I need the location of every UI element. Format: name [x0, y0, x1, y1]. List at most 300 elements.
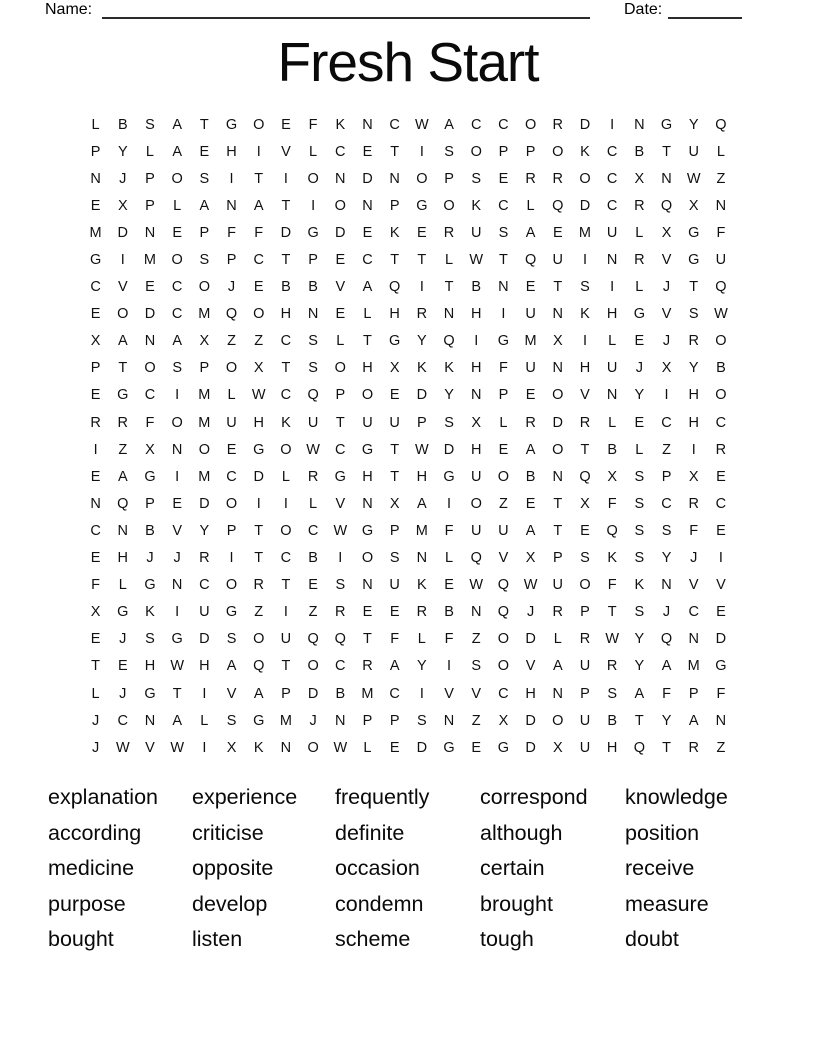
grid-letter: I	[447, 495, 452, 512]
grid-letter: N	[552, 685, 564, 702]
grid-letter: G	[389, 333, 401, 350]
grid-letter: A	[226, 658, 237, 675]
grid-letter: W	[170, 658, 184, 675]
grid-letter: X	[498, 712, 509, 729]
grid-letter: U	[389, 577, 400, 594]
grid-letter: A	[634, 685, 645, 702]
grid-letter: T	[281, 658, 291, 675]
grid-letter: Z	[498, 495, 508, 512]
grid-letter: H	[253, 414, 264, 431]
grid-letter: D	[416, 387, 428, 404]
grid-letter: E	[716, 468, 726, 485]
grid-letter: C	[171, 279, 183, 296]
grid-letter: P	[552, 550, 563, 567]
grid-letter: G	[633, 306, 645, 323]
grid-letter: A	[661, 658, 672, 675]
grid-letter: S	[607, 685, 617, 702]
word-list-item: doubt	[625, 927, 679, 952]
grid-letter: A	[172, 116, 182, 133]
grid-letter: Y	[688, 116, 699, 133]
word-list-item: certain	[480, 856, 545, 881]
grid-letter: C	[606, 197, 618, 214]
word-list-item: definite	[335, 820, 405, 845]
grid-letter: O	[225, 360, 238, 377]
grid-letter: V	[281, 143, 291, 160]
grid-letter: N	[715, 712, 727, 729]
grid-letter: M	[198, 306, 211, 323]
grid-letter: V	[525, 658, 536, 675]
grid-letter: D	[362, 170, 373, 187]
grid-letter: A	[389, 658, 400, 675]
grid-letter: E	[281, 116, 291, 133]
grid-letter: Q	[225, 306, 238, 323]
grid-letter: D	[715, 631, 727, 648]
grid-letter: I	[202, 739, 207, 756]
grid-letter: C	[498, 116, 509, 133]
grid-letter: T	[254, 170, 264, 187]
grid-letter: X	[688, 197, 699, 214]
grid-letter: V	[444, 685, 454, 702]
grid-letter: N	[144, 224, 156, 241]
grid-letter: B	[716, 360, 726, 377]
grid-letter: L	[281, 468, 290, 485]
grid-letter: I	[256, 143, 261, 160]
grid-letter: C	[661, 495, 672, 512]
grid-letter: N	[443, 306, 455, 323]
grid-letter: U	[715, 252, 727, 269]
grid-letter: P	[199, 224, 210, 241]
grid-letter: S	[634, 550, 645, 567]
grid-letter: J	[662, 604, 671, 621]
grid-letter: Q	[606, 522, 618, 539]
grid-letter: U	[280, 631, 292, 648]
grid-letter: P	[580, 604, 590, 621]
grid-letter: N	[552, 306, 564, 323]
grid-letter: F	[444, 522, 454, 539]
grid-letter: E	[362, 143, 373, 160]
grid-letter: W	[523, 577, 538, 594]
grid-letter: U	[688, 143, 699, 160]
word-list-item: explanation	[48, 785, 158, 809]
grid-letter: C	[688, 604, 699, 621]
grid-letter: D	[307, 685, 319, 702]
grid-letter: D	[525, 712, 536, 729]
grid-letter: Q	[552, 197, 564, 214]
grid-letter: Z	[716, 170, 726, 187]
grid-letter: F	[91, 577, 101, 594]
grid-letter: E	[335, 252, 346, 269]
grid-letter: E	[389, 739, 400, 756]
grid-letter: L	[309, 495, 318, 512]
grid-letter: N	[171, 441, 183, 458]
grid-letter: E	[335, 306, 346, 323]
grid-letter: E	[90, 306, 101, 323]
grid-letter: M	[524, 333, 537, 350]
grid-letter: B	[471, 279, 482, 296]
grid-letter: E	[634, 414, 645, 431]
grid-letter: J	[526, 604, 535, 621]
grid-letter: K	[444, 360, 454, 377]
word-list-column	[480, 780, 625, 958]
grid-letter: V	[335, 279, 346, 296]
grid-letter: Y	[117, 143, 128, 160]
grid-letter: Y	[417, 333, 427, 350]
grid-letter: E	[525, 279, 536, 296]
grid-letter: A	[525, 224, 536, 241]
grid-letter: V	[226, 685, 237, 702]
grid-letter: T	[662, 739, 671, 756]
grid-letter: G	[307, 224, 319, 241]
grid-letter: I	[419, 685, 424, 702]
grid-letter: B	[117, 116, 128, 133]
grid-letter: T	[607, 604, 617, 621]
grid-letter: S	[308, 333, 318, 350]
grid-letter: W	[170, 739, 184, 756]
grid-letter: X	[552, 739, 563, 756]
grid-letter: I	[419, 143, 424, 160]
grid-letter: P	[389, 522, 400, 539]
grid-letter: F	[662, 685, 671, 702]
grid-letter: N	[661, 170, 672, 187]
grid-letter: T	[553, 279, 563, 296]
grid-letter: U	[525, 360, 536, 377]
grid-letter: X	[661, 224, 672, 241]
grid-letter: T	[281, 577, 291, 594]
grid-letter: C	[362, 252, 373, 269]
grid-letter: N	[362, 495, 373, 512]
grid-letter: O	[497, 468, 510, 485]
grid-letter: E	[308, 577, 318, 594]
grid-letter: F	[498, 360, 508, 377]
grid-letter: R	[525, 414, 536, 431]
grid-letter: Q	[470, 550, 482, 567]
grid-letter: B	[308, 550, 318, 567]
grid-letter: Y	[199, 522, 210, 539]
grid-letter: T	[363, 333, 372, 350]
grid-letter: I	[283, 604, 288, 621]
grid-letter: B	[335, 685, 346, 702]
grid-letter: R	[688, 333, 699, 350]
grid-letter: C	[661, 414, 672, 431]
grid-letter: K	[253, 739, 264, 756]
grid-letter: A	[172, 333, 182, 350]
grid-letter: T	[281, 252, 291, 269]
grid-letter: P	[145, 170, 155, 187]
grid-letter: A	[199, 197, 210, 214]
grid-letter: A	[362, 279, 373, 296]
grid-letter: Q	[660, 197, 673, 214]
grid-letter: E	[525, 387, 536, 404]
grid-letter: L	[336, 333, 345, 350]
grid-letter: U	[552, 252, 564, 269]
grid-letter: T	[553, 522, 563, 539]
grid-letter: G	[253, 712, 265, 729]
grid-letter: I	[501, 306, 506, 323]
grid-letter: X	[253, 360, 264, 377]
grid-letter: A	[444, 116, 454, 133]
grid-letter: D	[579, 197, 591, 214]
grid-letter: O	[280, 441, 292, 458]
grid-letter: E	[716, 522, 726, 539]
grid-letter: C	[90, 522, 101, 539]
grid-letter: A	[552, 658, 563, 675]
grid-letter: L	[635, 279, 644, 296]
grid-letter: N	[226, 197, 237, 214]
word-list-item: although	[480, 820, 563, 845]
grid-letter: G	[225, 116, 238, 133]
grid-letter: Y	[634, 387, 645, 404]
grid-letter: N	[389, 170, 400, 187]
grid-letter: A	[688, 712, 699, 729]
grid-letter: S	[471, 658, 482, 675]
grid-letter: F	[716, 224, 726, 241]
grid-letter: N	[171, 577, 183, 594]
grid-letter: R	[362, 658, 373, 675]
grid-letter: P	[525, 143, 536, 160]
grid-letter: L	[444, 252, 454, 269]
grid-letter: G	[361, 441, 374, 458]
grid-letter: Q	[307, 387, 319, 404]
grid-letter: Z	[662, 441, 671, 458]
grid-letter: E	[498, 441, 509, 458]
grid-letter: Q	[117, 495, 129, 512]
grid-letter: S	[634, 495, 645, 512]
grid-letter: S	[145, 116, 155, 133]
grid-letter: T	[254, 522, 264, 539]
grid-letter: J	[227, 279, 236, 296]
name-label: Name:	[45, 1, 93, 18]
grid-letter: R	[552, 170, 564, 187]
grid-letter: U	[307, 414, 319, 431]
grid-letter: R	[579, 631, 591, 648]
grid-letter: M	[279, 712, 292, 729]
grid-letter: L	[145, 143, 154, 160]
grid-letter: I	[664, 387, 669, 404]
grid-letter: H	[688, 387, 699, 404]
grid-letter: R	[606, 658, 618, 675]
grid-letter: G	[361, 522, 374, 539]
grid-letter: L	[499, 414, 508, 431]
word-list-item: medicine	[48, 856, 135, 881]
grid-letter: E	[634, 333, 645, 350]
grid-letter: E	[389, 604, 400, 621]
grid-letter: W	[686, 170, 701, 187]
grid-letter: G	[443, 468, 455, 485]
grid-letter: X	[389, 360, 400, 377]
grid-letter: I	[120, 252, 125, 269]
grid-letter: R	[90, 414, 101, 431]
grid-letter: O	[253, 116, 265, 133]
grid-letter: W	[333, 522, 348, 539]
grid-letter: C	[606, 170, 618, 187]
grid-letter: K	[471, 197, 482, 214]
grid-letter: Z	[254, 333, 264, 350]
grid-letter: Y	[417, 658, 427, 675]
grid-letter: K	[417, 360, 427, 377]
grid-letter: P	[389, 197, 400, 214]
grid-letter: J	[173, 550, 181, 567]
grid-letter: W	[714, 306, 728, 323]
grid-letter: E	[362, 224, 373, 241]
grid-letter: W	[306, 441, 320, 458]
grid-letter: U	[470, 224, 482, 241]
grid-letter: I	[610, 116, 615, 133]
grid-letter: H	[470, 441, 482, 458]
grid-letter: D	[416, 739, 428, 756]
grid-letter: H	[525, 685, 536, 702]
grid-letter: I	[283, 170, 288, 187]
grid-letter: I	[338, 550, 343, 567]
grid-letter: O	[524, 116, 537, 133]
grid-letter: G	[253, 441, 265, 458]
grid-letter: O	[225, 577, 238, 594]
grid-letter: S	[226, 712, 237, 729]
grid-letter: X	[90, 333, 101, 350]
grid-letter: C	[715, 414, 727, 431]
grid-letter: E	[199, 143, 210, 160]
grid-letter: O	[497, 631, 510, 648]
grid-letter: J	[309, 712, 317, 729]
grid-letter: X	[688, 468, 699, 485]
word-list	[48, 780, 728, 958]
grid-letter: R	[253, 577, 264, 594]
grid-letter: B	[525, 468, 536, 485]
grid-letter: R	[416, 306, 428, 323]
grid-letter: U	[579, 739, 591, 756]
grid-letter: Y	[661, 550, 672, 567]
grid-letter: T	[335, 414, 345, 431]
grid-letter: E	[471, 739, 482, 756]
grid-letter: V	[688, 577, 699, 594]
grid-letter: R	[579, 414, 591, 431]
grid-letter: W	[415, 441, 429, 458]
word-list-item: measure	[625, 891, 709, 916]
grid-letter: S	[199, 170, 210, 187]
grid-letter: U	[579, 712, 591, 729]
grid-letter: T	[118, 360, 128, 377]
grid-letter: O	[253, 631, 265, 648]
grid-letter: A	[525, 441, 536, 458]
grid-letter: B	[145, 522, 155, 539]
grid-letter: S	[389, 550, 400, 567]
grid-letter: S	[634, 522, 645, 539]
word-list-item: listen	[192, 927, 243, 952]
grid-letter: N	[335, 170, 346, 187]
grid-letter: T	[172, 685, 182, 702]
grid-letter: K	[634, 577, 645, 594]
grid-letter: I	[229, 550, 234, 567]
grid-letter: T	[553, 495, 563, 512]
grid-letter: O	[225, 495, 238, 512]
grid-letter: N	[117, 522, 129, 539]
grid-letter: P	[308, 252, 318, 269]
grid-letter: M	[687, 658, 700, 675]
grid-letter: M	[415, 522, 428, 539]
grid-letter: T	[498, 252, 508, 269]
grid-letter: O	[253, 306, 265, 323]
grid-letter: T	[390, 441, 400, 458]
grid-letter: C	[144, 387, 156, 404]
word-list-item: according	[48, 820, 142, 845]
grid-letter: R	[117, 414, 129, 431]
grid-letter: N	[90, 495, 101, 512]
grid-letter: U	[525, 306, 536, 323]
grid-letter: P	[281, 685, 291, 702]
word-list-item: occasion	[335, 856, 420, 881]
grid-letter: D	[552, 414, 564, 431]
grid-letter: C	[117, 712, 129, 729]
grid-letter: E	[117, 658, 128, 675]
grid-letter: G	[334, 468, 346, 485]
grid-letter: E	[90, 387, 101, 404]
grid-letter: T	[199, 116, 209, 133]
grid-letter: E	[525, 495, 536, 512]
grid-letter: B	[281, 279, 291, 296]
grid-letter: C	[226, 468, 237, 485]
grid-letter: C	[335, 441, 346, 458]
grid-letter: I	[229, 170, 234, 187]
grid-letter: Q	[715, 116, 727, 133]
grid-letter: U	[470, 468, 482, 485]
grid-letter: K	[145, 604, 155, 621]
grid-letter: J	[91, 712, 100, 729]
grid-letter: S	[498, 224, 509, 241]
grid-letter: Q	[660, 631, 673, 648]
grid-letter: O	[198, 441, 210, 458]
grid-letter: U	[498, 522, 509, 539]
grid-letter: F	[254, 224, 264, 241]
grid-letter: I	[256, 495, 261, 512]
grid-letter: G	[416, 197, 428, 214]
grid-letter: L	[91, 685, 100, 702]
grid-letter: N	[606, 387, 618, 404]
grid-letter: Z	[308, 604, 318, 621]
grid-letter: V	[117, 279, 128, 296]
grid-letter: A	[525, 522, 536, 539]
grid-letter: L	[716, 143, 725, 160]
grid-letter: I	[718, 550, 723, 567]
grid-letter: G	[688, 224, 700, 241]
grid-letter: O	[171, 170, 183, 187]
grid-letter: R	[335, 604, 346, 621]
grid-letter: V	[471, 685, 482, 702]
grid-letter: F	[689, 522, 699, 539]
grid-letter: L	[444, 550, 454, 567]
word-list-item: purpose	[48, 891, 126, 916]
grid-letter: U	[389, 414, 400, 431]
grid-letter: A	[253, 685, 264, 702]
grid-letter: Z	[471, 712, 481, 729]
grid-letter: O	[552, 387, 564, 404]
grid-letter: W	[469, 252, 484, 269]
grid-letter: O	[579, 577, 591, 594]
grid-letter: C	[335, 658, 346, 675]
grid-letter: M	[578, 224, 592, 241]
word-list-item: opposite	[192, 856, 274, 881]
grid-letter: P	[444, 170, 454, 187]
grid-letter: H	[470, 360, 482, 377]
grid-letter: G	[660, 116, 673, 133]
grid-letter: H	[606, 306, 618, 323]
grid-letter: T	[363, 631, 372, 648]
grid-letter: M	[198, 387, 211, 404]
grid-letter: B	[607, 441, 617, 458]
grid-letter: X	[90, 604, 101, 621]
grid-letter: D	[280, 224, 292, 241]
grid-letter: K	[580, 306, 590, 323]
grid-letter: Z	[118, 441, 128, 458]
grid-letter: I	[691, 441, 696, 458]
